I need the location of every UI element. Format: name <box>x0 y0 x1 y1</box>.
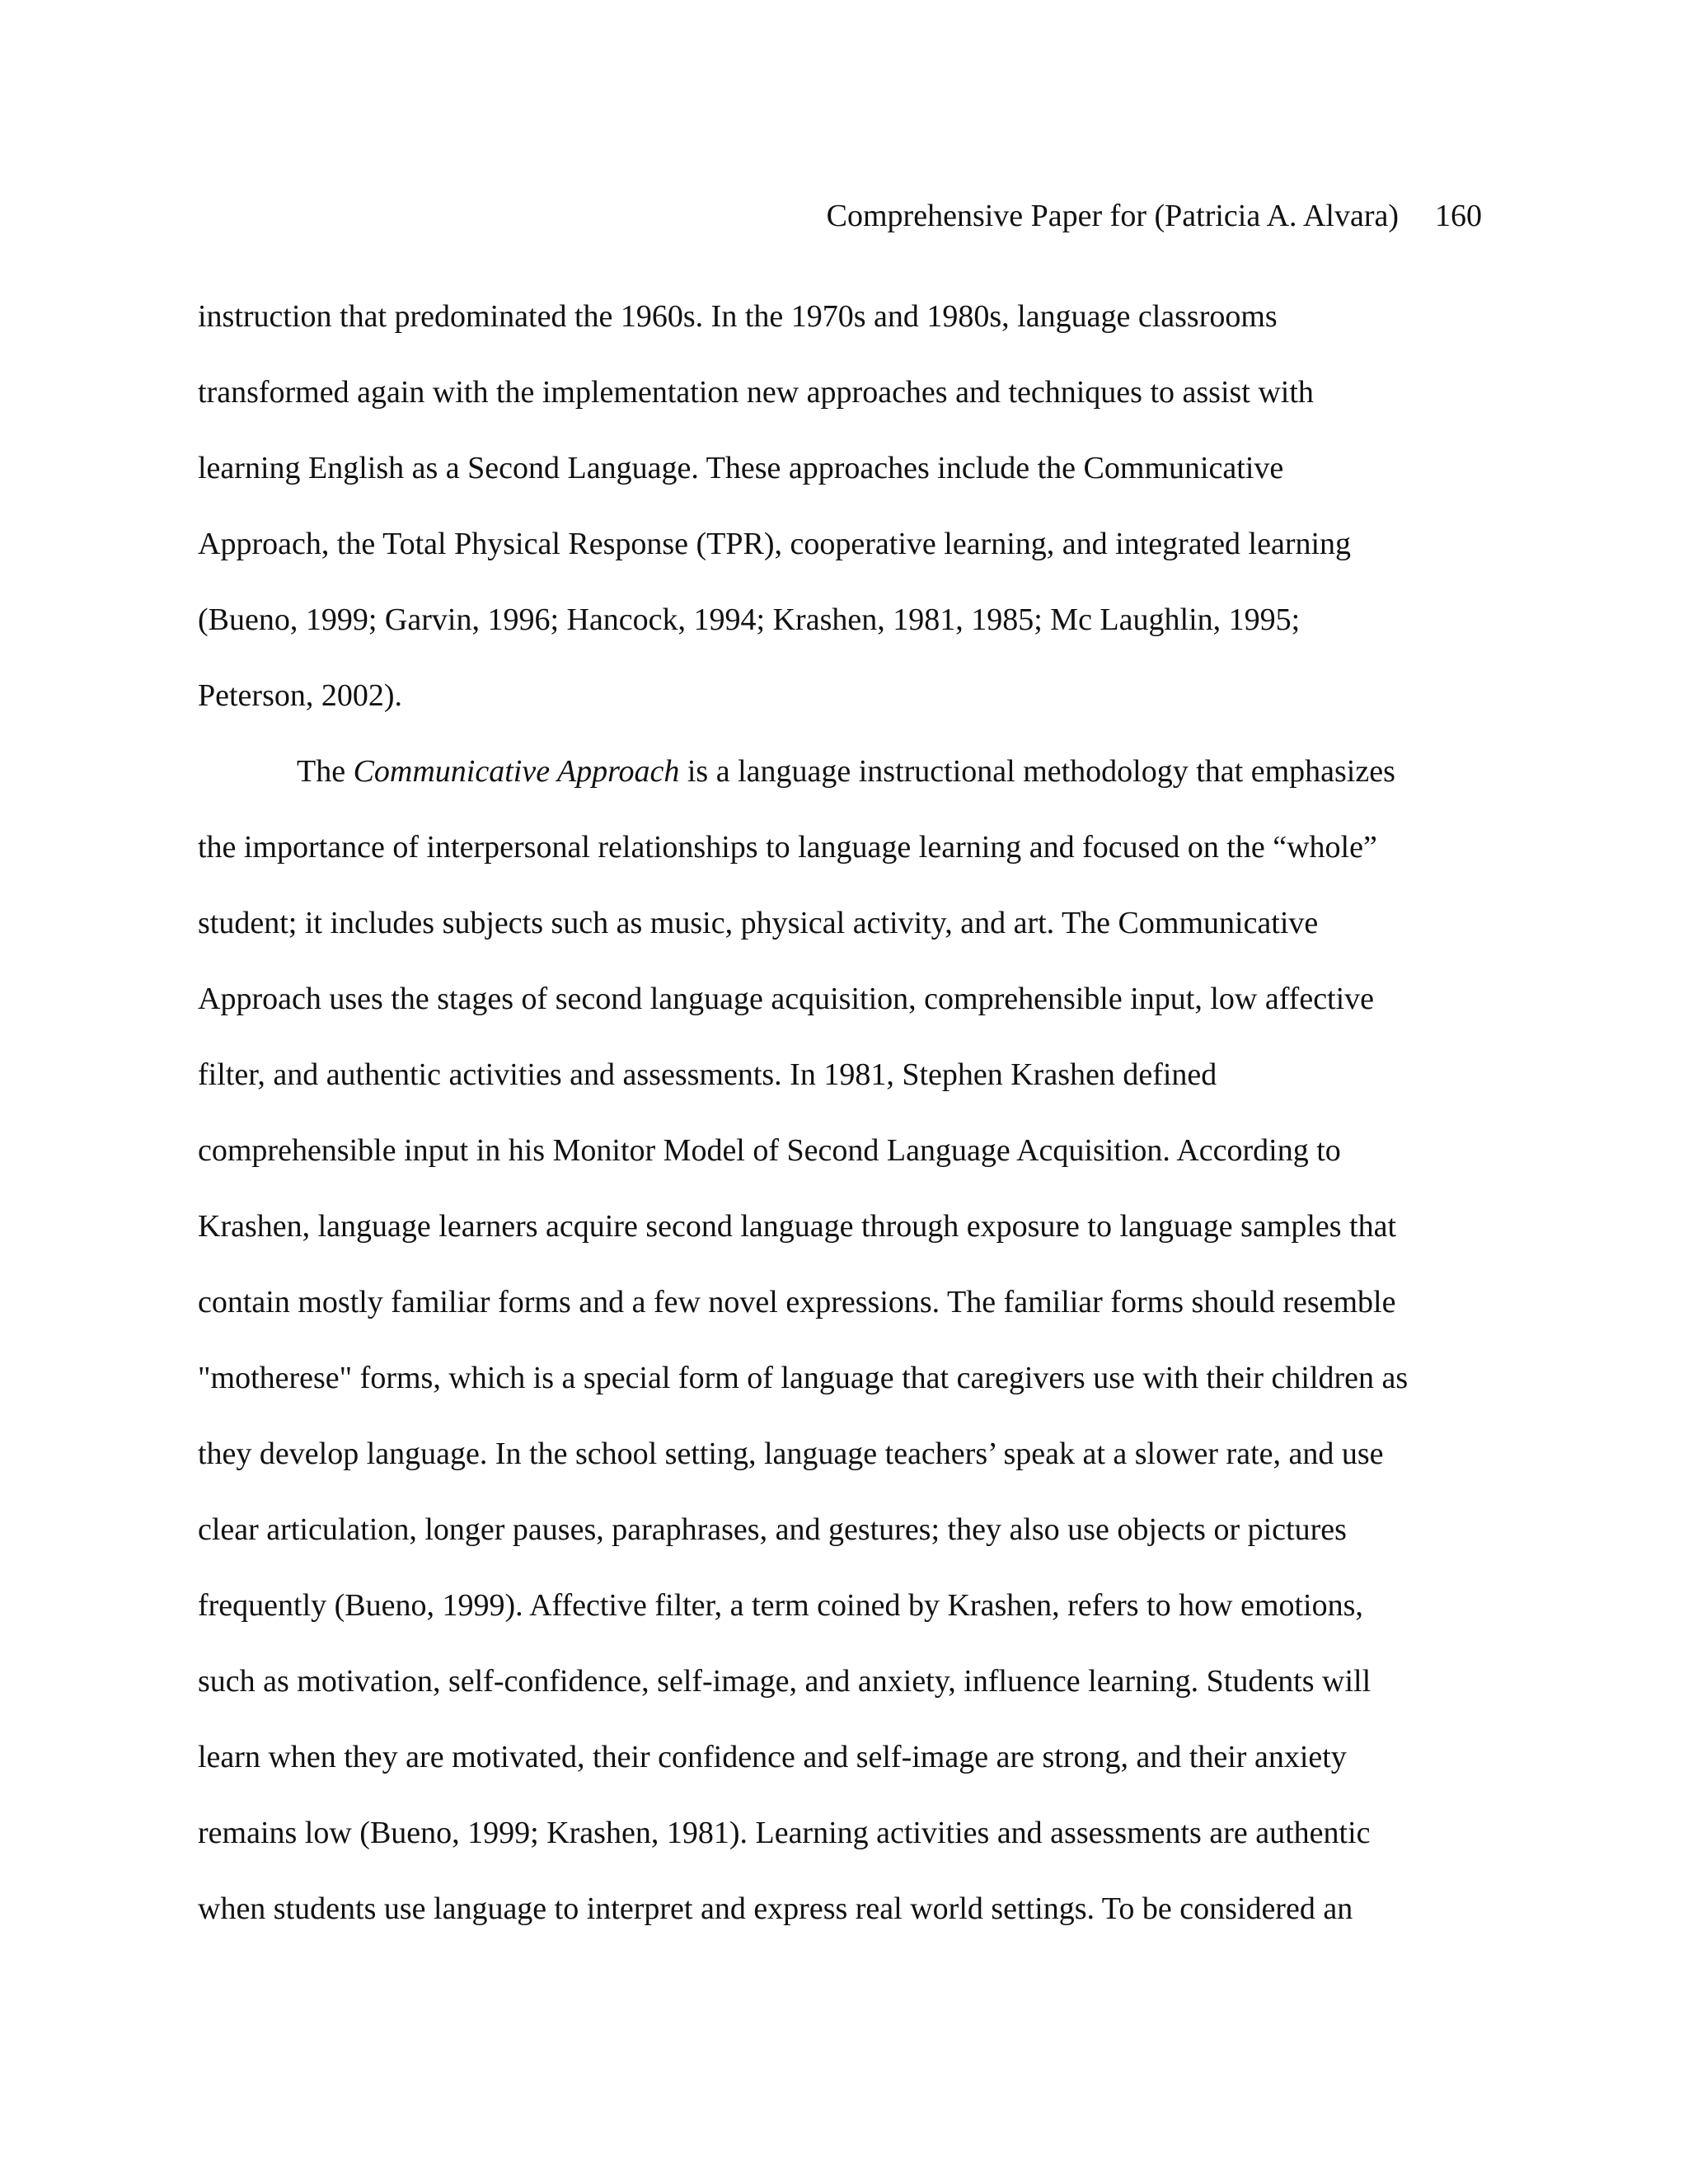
text-line: when students use language to interpret and express real world settings. To be considered an <box>198 1891 1353 1926</box>
text-line: comprehensible input in his Monitor Model of Second Language Acquisition. According to <box>198 1133 1341 1168</box>
text-run: The <box>297 754 354 789</box>
paragraph-first-line <box>198 750 1484 826</box>
text-line: remains low (Bueno, 1999; Krashen, 1981). Learning activities and assessments are authentic <box>198 1816 1371 1850</box>
text-run: is a language instructional methodology that emphasizes <box>679 754 1395 789</box>
text-line: transformed again with the implementation new approaches and techniques to assist with <box>198 375 1314 410</box>
text-line: (Bueno, 1999; Garvin, 1996; Hancock, 1994; Krashen, 1981, 1985; Mc Laughlin, 1995; <box>198 602 1301 637</box>
text-line: frequently (Bueno, 1999). Affective filter, a term coined by Krashen, refers to how emotions, <box>198 1588 1363 1623</box>
text-line: "motherese" forms, which is a special form of language that caregivers use with their children as <box>198 1361 1409 1395</box>
italic-term: Communicative Approach <box>353 754 680 789</box>
text-line: Approach, the Total Physical Response (TPR), cooperative learning, and integrated learning <box>198 527 1352 561</box>
text-line: Peterson, 2002). <box>198 678 403 713</box>
text-line: Approach uses the stages of second language acquisition, comprehensible input, low affective <box>198 982 1375 1016</box>
text-line: Krashen, language learners acquire second language through exposure to language samples that <box>198 1209 1397 1244</box>
running-head <box>198 196 1482 236</box>
text-line: such as motivation, self-confidence, self-image, and anxiety, influence learning. Students will <box>198 1664 1372 1699</box>
body-text <box>198 295 1484 1963</box>
text-line: student; it includes subjects such as music, physical activity, and art. The Communicative <box>198 906 1319 940</box>
page-number: 160 <box>1435 199 1482 233</box>
text-line: instruction that predominated the 1960s. In the 1970s and 1980s, language classrooms <box>198 299 1278 334</box>
text-line: contain mostly familiar forms and a few novel expressions. The familiar forms should resemble <box>198 1285 1396 1319</box>
text-line: the importance of interpersonal relationships to language learning and focused on the “whole” <box>198 830 1377 865</box>
text-line: they develop language. In the school setting, language teachers’ speak at a slower rate, and use <box>198 1436 1384 1471</box>
text-line: learning English as a Second Language. These approaches include the Communicative <box>198 451 1284 485</box>
running-head-title: Comprehensive Paper for (Patricia A. Alvara) <box>826 199 1399 233</box>
text-line: filter, and authentic activities and assessments. In 1981, Stephen Krashen defined <box>198 1057 1217 1092</box>
text-line: clear articulation, longer pauses, paraphrases, and gestures; they also use objects or pictures <box>198 1512 1347 1547</box>
text-line: learn when they are motivated, their confidence and self-image are strong, and their anxiety <box>198 1740 1347 1774</box>
